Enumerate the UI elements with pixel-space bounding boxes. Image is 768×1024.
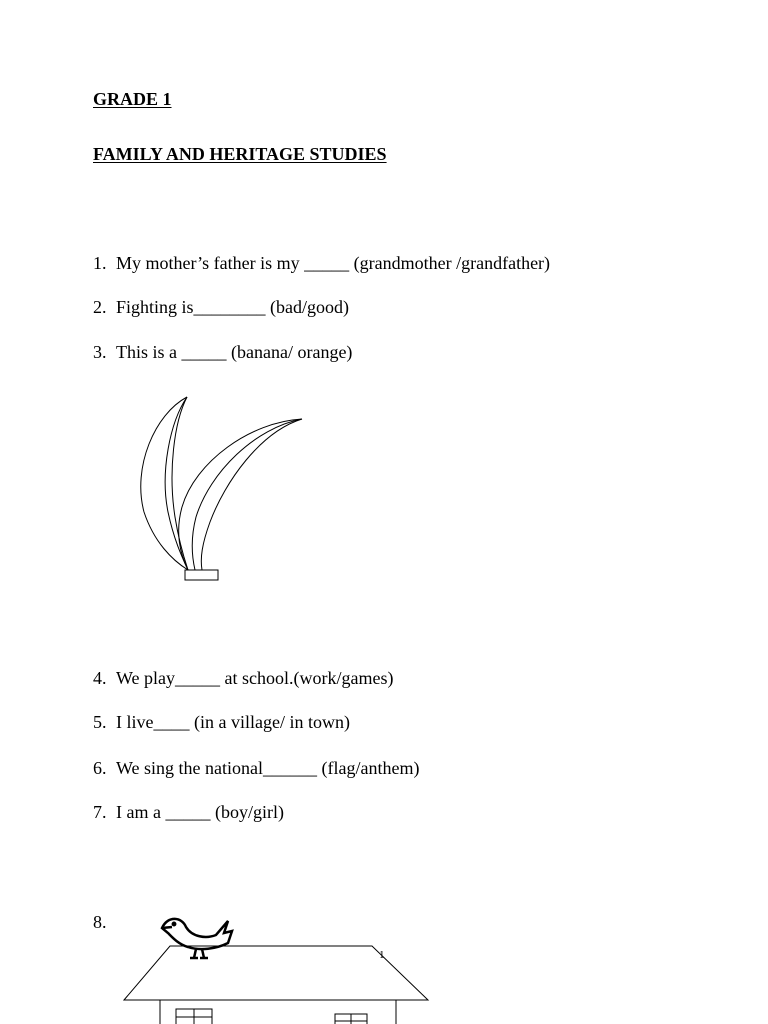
grade-heading: GRADE 1 <box>93 89 172 109</box>
question-3 <box>93 343 352 361</box>
bird-icon <box>162 919 232 958</box>
question-number: 5. <box>93 712 107 732</box>
question-5 <box>93 713 350 731</box>
question-number: 7. <box>93 802 107 822</box>
subject-heading: FAMILY AND HERITAGE STUDIES <box>93 144 387 164</box>
question-text: I am a _____ (boy/girl) <box>116 802 284 822</box>
question-text: We play_____ at school.(work/games) <box>116 668 394 688</box>
question-number: 3. <box>93 342 107 362</box>
question-number: 6. <box>93 758 107 778</box>
question-number: 2. <box>93 297 107 317</box>
question-number: 8. <box>93 912 107 932</box>
question-text: This is a _____ (banana/ orange) <box>116 342 353 362</box>
question-1 <box>93 254 550 272</box>
question-6 <box>93 759 419 777</box>
question-8 <box>93 913 116 931</box>
question-text: Fighting is________ (bad/good) <box>116 297 349 317</box>
question-number: 4. <box>93 668 107 688</box>
question-text: We sing the national______ (flag/anthem) <box>116 758 420 778</box>
question-7 <box>93 803 284 821</box>
page-number: 1 <box>379 949 385 961</box>
question-text: I live____ (in a village/ in town) <box>116 712 350 732</box>
question-text: My mother’s father is my _____ (grandmother /grandfather) <box>116 253 551 273</box>
question-4 <box>93 669 393 687</box>
question-number: 1. <box>93 253 107 273</box>
question-2 <box>93 298 349 316</box>
bird-on-house-illustration <box>120 905 440 1024</box>
banana-illustration <box>130 392 310 587</box>
